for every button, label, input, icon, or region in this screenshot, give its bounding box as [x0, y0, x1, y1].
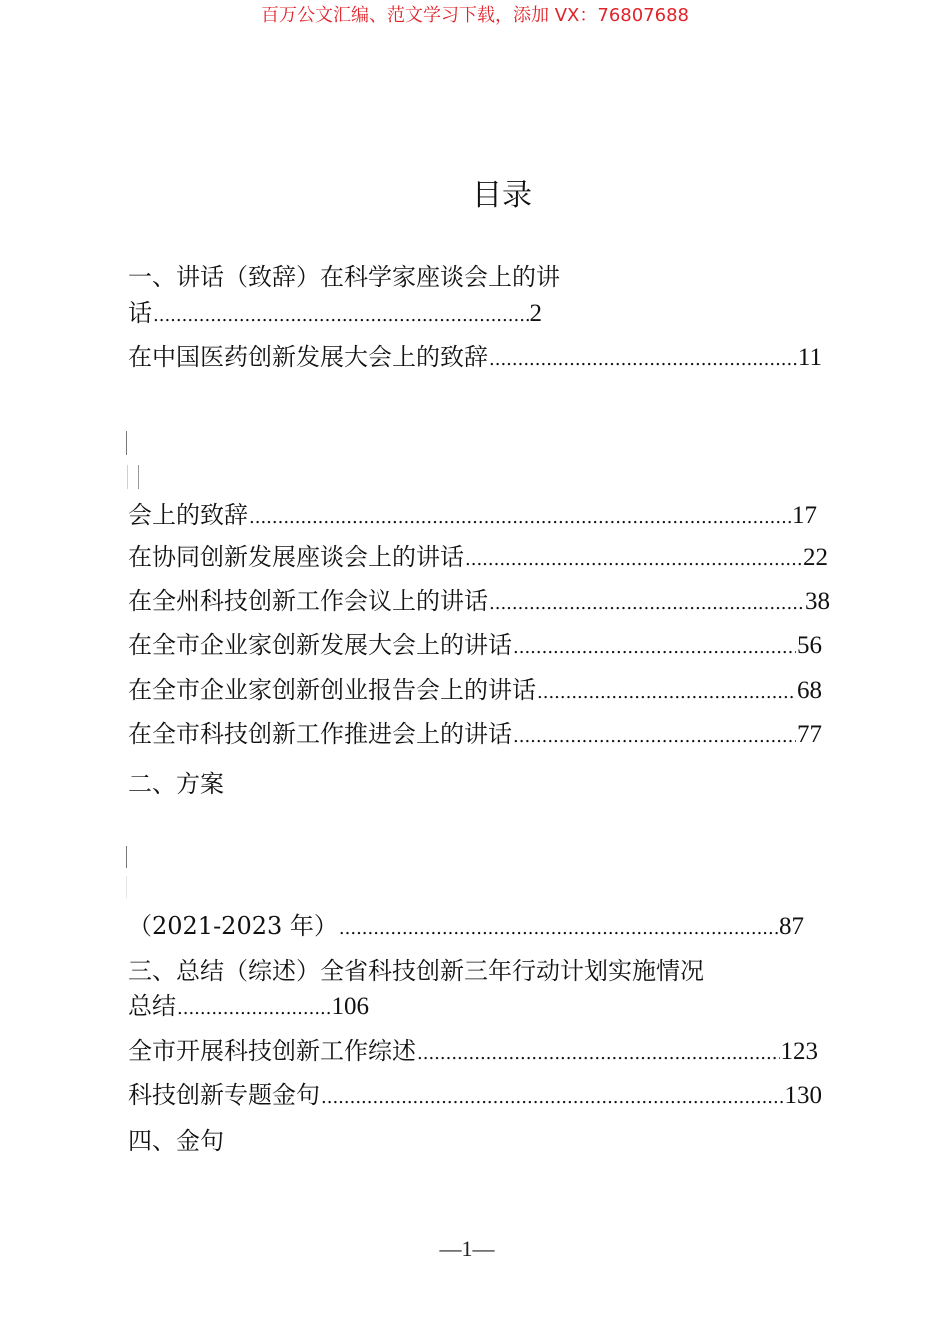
page-number: —1— — [439, 1236, 495, 1261]
cursor-mark — [126, 846, 127, 868]
toc-leader-dots — [417, 1039, 780, 1069]
toc-leader-dots — [321, 1083, 784, 1113]
toc-entry-page: 123 — [780, 1038, 818, 1065]
toc-entry-page: 17 — [792, 502, 817, 529]
toc-entry-title: 总结 — [128, 992, 176, 1020]
toc-entry-title: 全市开展科技创新工作综述 — [128, 1037, 416, 1065]
cursor-mark — [126, 876, 127, 898]
toc-section-heading-1: 一、讲话（致辞）在科学家座谈会上的讲 — [128, 263, 560, 291]
toc-entry-title: 会上的致辞 — [128, 501, 248, 529]
toc-entry-page: 38 — [805, 588, 830, 615]
toc-entry-page: 68 — [797, 677, 822, 704]
toc-entry-title: 在全市科技创新工作推进会上的讲话 — [128, 720, 512, 748]
toc-leader-dots — [537, 678, 796, 708]
toc-leader-dots — [249, 503, 791, 533]
toc-entry-page: 11 — [797, 344, 822, 371]
toc-entry[interactable] — [128, 542, 828, 575]
toc-entry-title: 在全市企业家创新创业报告会上的讲话 — [128, 676, 536, 704]
cursor-mark — [126, 431, 127, 455]
toc-leader-dots — [465, 545, 802, 575]
toc-section-heading-4: 四、金句 — [128, 1127, 224, 1155]
toc-entry[interactable] — [128, 342, 822, 375]
toc-entry-title: （2021-2023 年） — [128, 912, 338, 940]
toc-leader-dots — [513, 722, 796, 752]
toc-entry[interactable] — [128, 1036, 818, 1069]
toc-entry-title: 在全州科技创新工作会议上的讲话 — [128, 587, 488, 615]
toc-entry-page: 56 — [797, 632, 822, 659]
toc-entry[interactable] — [128, 630, 822, 663]
toc-entry-page: 130 — [784, 1082, 822, 1109]
toc-leader-dots — [339, 914, 778, 944]
cursor-mark — [127, 465, 128, 489]
toc-entry-title: 在协同创新发展座谈会上的讲话 — [128, 543, 464, 571]
toc-entry-page: 22 — [803, 544, 828, 571]
cursor-mark — [138, 465, 139, 489]
toc-entry[interactable] — [128, 719, 822, 752]
toc-entry-page: 87 — [779, 913, 804, 940]
toc-entry-page: 106 — [331, 993, 369, 1020]
toc-entry-title: 在中国医药创新发展大会上的致辞 — [128, 343, 488, 371]
toc-entry-title: 话 — [128, 299, 152, 327]
toc-leader-dots — [489, 345, 797, 375]
toc-entry[interactable] — [128, 298, 542, 331]
page-title: 目录 — [472, 178, 532, 213]
toc-leader-dots — [177, 994, 331, 1024]
toc-leader-dots — [489, 589, 804, 619]
toc-entry-title: 在全市企业家创新发展大会上的讲话 — [128, 631, 512, 659]
toc-entry[interactable] — [128, 675, 822, 708]
toc-entry[interactable] — [128, 500, 817, 533]
toc-entry-page: 2 — [529, 300, 542, 327]
toc-leader-dots — [153, 301, 529, 331]
toc-entry[interactable] — [128, 1080, 822, 1113]
toc-entry-title: 科技创新专题金句 — [128, 1081, 320, 1109]
toc-entry-page: 77 — [797, 721, 822, 748]
toc-entry[interactable] — [128, 586, 830, 619]
toc-entry[interactable] — [128, 911, 804, 944]
toc-section-heading-2: 二、方案 — [128, 770, 224, 798]
toc-section-heading-3: 三、总结（综述）全省科技创新三年行动计划实施情况 — [128, 957, 704, 985]
toc-entry[interactable] — [128, 991, 369, 1024]
toc-leader-dots — [513, 633, 796, 663]
watermark-banner: 百万公文汇编、范文学习下载，添加 VX：76807688 — [261, 5, 689, 26]
